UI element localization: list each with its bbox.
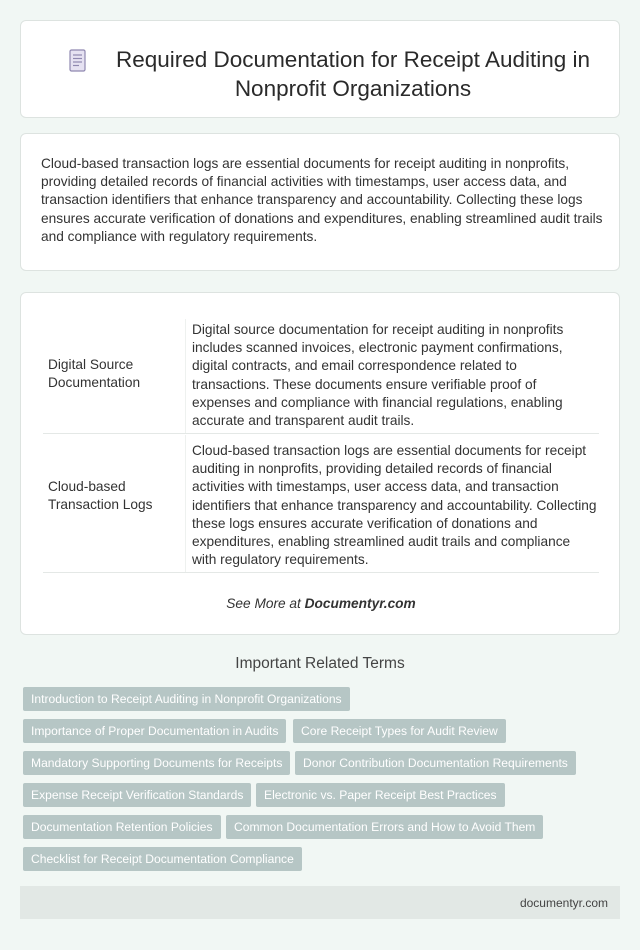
see-more-brand[interactable]: Documentyr.com xyxy=(304,596,416,611)
column-divider xyxy=(185,319,186,433)
related-term-tag[interactable]: Electronic vs. Paper Receipt Best Practices xyxy=(256,783,505,807)
column-divider xyxy=(185,435,186,572)
intro-text: Cloud-based transaction logs are essential documents for receipt auditing in nonprofits, providing detailed records of financial activities with timestamps, user access data, and transaction identifiers that enhance transparency and accountability. Collecting these logs ensures accurate verification of donations and expenditures, enabling streamlined audit trails and compliance with regulatory requirements. xyxy=(41,156,603,244)
related-term-tag[interactable]: Core Receipt Types for Audit Review xyxy=(293,719,506,743)
related-terms-title: Important Related Terms xyxy=(235,655,405,672)
header-card xyxy=(20,20,620,118)
table-row xyxy=(43,319,599,434)
details-card xyxy=(20,292,620,635)
row-label: Cloud-based Transaction Logs xyxy=(48,479,153,513)
related-term-tag[interactable]: Mandatory Supporting Documents for Receipts xyxy=(23,751,290,775)
row-label: Digital Source Documentation xyxy=(48,357,141,391)
related-term-tag[interactable]: Checklist for Receipt Documentation Compliance xyxy=(23,847,302,871)
footer-site-link[interactable]: documentyr.com xyxy=(519,896,608,910)
document-icon xyxy=(67,49,89,73)
row-description: Cloud-based transaction logs are essential documents for receipt auditing in nonprofits, providing detailed records of financial activities with timestamps, user access data, and transaction identifiers that enhance transparency and accountability. Collecting these logs ensures accurate verification of donations and expenditures, enabling streamlined audit trails and compliance with regulatory requirements. xyxy=(192,443,597,568)
related-term-tag[interactable]: Expense Receipt Verification Standards xyxy=(23,783,251,807)
related-term-tag[interactable]: Donor Contribution Documentation Requirements xyxy=(295,751,576,775)
intro-card xyxy=(20,133,620,271)
page-title: Required Documentation for Receipt Auditing in Nonprofit Organizations xyxy=(115,47,591,101)
see-more-link[interactable] xyxy=(21,596,621,611)
see-more-prefix: See More at xyxy=(226,596,305,611)
related-term-tag[interactable]: Common Documentation Errors and How to Avoid Them xyxy=(226,815,543,839)
table-row xyxy=(43,435,599,573)
row-description: Digital source documentation for receipt auditing in nonprofits includes scanned invoices, electronic payment confirmations, digital contracts, and email correspondence related to transactions. These documents ensure verifiable proof of expenses and compliance with financial regulations, enabling accurate and transparent audit trails. xyxy=(192,322,564,429)
footer xyxy=(20,886,620,919)
related-term-tag[interactable]: Importance of Proper Documentation in Audits xyxy=(23,719,286,743)
related-term-tag[interactable]: Documentation Retention Policies xyxy=(23,815,221,839)
related-term-tag[interactable]: Introduction to Receipt Auditing in Nonprofit Organizations xyxy=(23,687,350,711)
